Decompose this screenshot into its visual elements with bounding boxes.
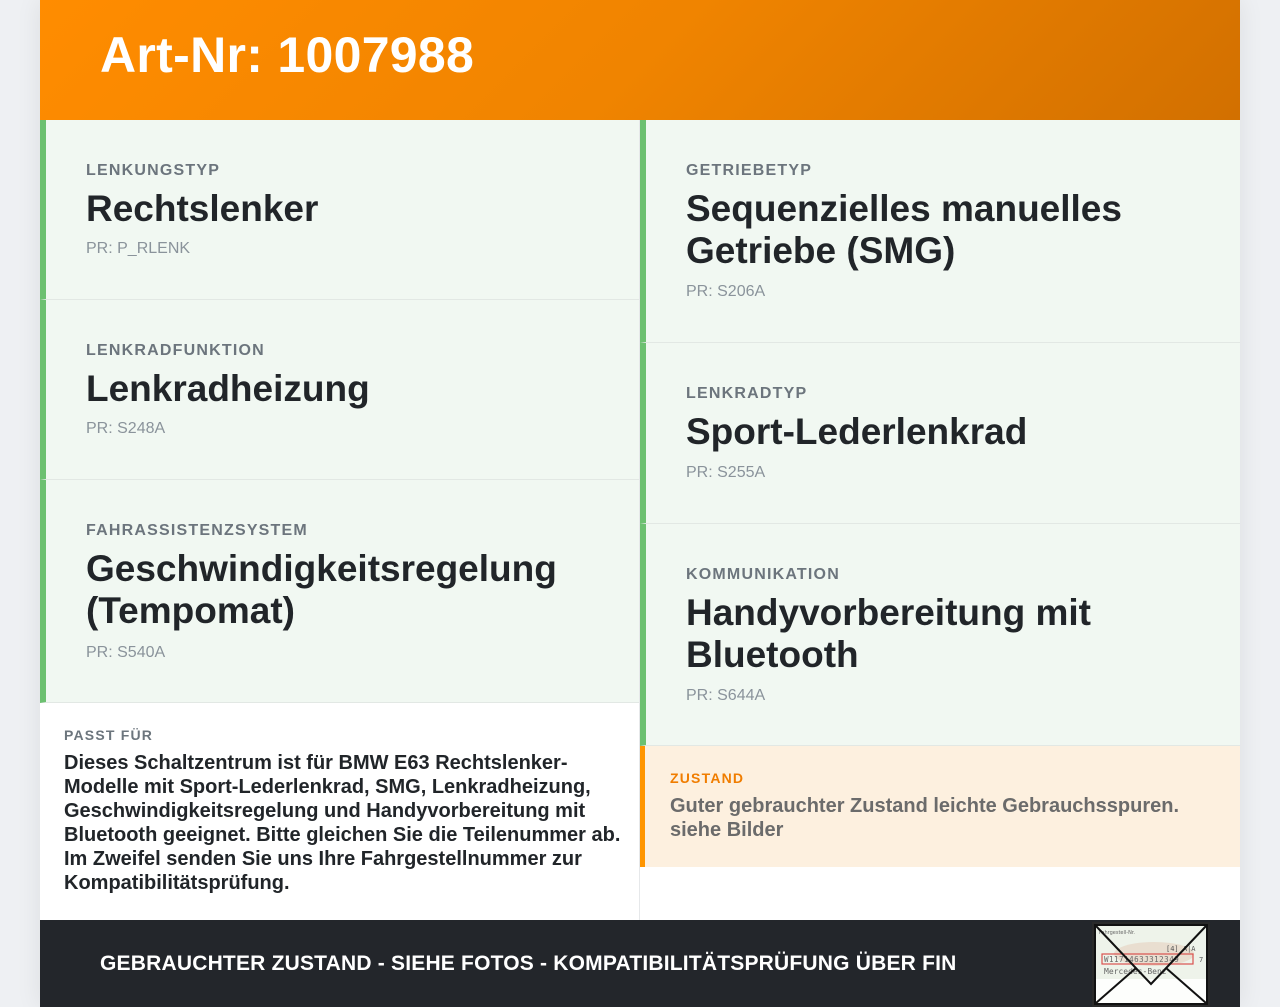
product-sheet [40,0,1240,1007]
spec-label: LENKUNGSTYP [86,162,221,179]
spec-label: GETRIEBETYP [686,162,813,179]
spec-value: Handyvorbereitung mit Bluetooth [686,592,1091,675]
svg-text:Fahrgestell-Nr.: Fahrgestell-Nr. [1099,930,1136,936]
spec-label: LENKRADFUNKTION [86,342,265,359]
spec-card-lenkungstyp [40,120,639,300]
spec-label: KOMMUNIKATION [686,566,840,583]
spec-label: LENKRADTYP [686,385,808,402]
spec-code: PR: S255A [686,464,766,481]
spec-card-fahrassistenzsystem [40,480,639,703]
envelope-icon [1094,924,1208,1005]
spec-grid [40,120,1240,920]
svg-text:Mercedes-Benz: Mercedes-Benz [1104,967,1167,976]
spec-value: Rechtslenker [86,188,319,229]
footer-text: GEBRAUCHTER ZUSTAND - SIEHE FOTOS - KOMPATIBILITÄTSPRÜFUNG ÜBER FIN [100,951,957,975]
svg-text:7: 7 [1199,956,1204,964]
svg-text:W1171463J312349: W1171463J312349 [1104,955,1180,964]
right-column [640,120,1240,920]
zustand-text: Guter gebrauchter Zustand leichte Gebrauchsspuren. siehe Bilder [670,795,1180,841]
left-column [40,120,640,920]
footer-banner [40,920,1240,1007]
spec-code: PR: P_RLENK [86,240,191,257]
spec-code: PR: S206A [686,283,766,300]
spec-value: Geschwindigkeitsregelung (Tempomat) [86,548,557,631]
spec-value: Sport-Lederlenkrad [686,411,1028,452]
vin-document-image [1092,922,1210,1007]
spec-label: FAHRASSISTENZSYSTEM [86,522,308,539]
passt-fuer-text: Dieses Schaltzentrum ist für BMW E63 Rechtslenker-Modelle mit Sport-Lederlenkrad, SMG, Lenkradheizung, Geschwindigkeitsregelung und Handyvorbereitung mit Bluetooth geeignet. Bitte gleichen Sie die Teilenummer ab. Im Zweifel senden Sie uns Ihre Fahrgestellnummer zur Kompatibilitätsprüfung. [64,752,621,894]
spec-code: PR: S540A [86,644,166,661]
zustand-label: ZUSTAND [670,770,745,786]
passt-fuer-label: PASST FÜR [64,727,154,743]
spec-value: Sequenzielles manuelles Getriebe (SMG) [686,188,1122,271]
spec-value: Lenkradheizung [86,368,370,409]
passt-fuer-section [40,703,639,920]
spec-card-kommunikation [640,524,1240,746]
header-banner [40,0,1240,120]
spec-card-lenkradtyp [640,343,1240,524]
spec-card-lenkradfunktion [40,300,639,480]
spec-card-getriebetyp [640,120,1240,343]
svg-text:[4] A|A: [4] A|A [1166,945,1196,953]
zustand-section [640,746,1240,867]
article-number-title: Art-Nr: 1007988 [100,27,475,83]
spec-code: PR: S248A [86,420,166,437]
spec-code: PR: S644A [686,687,766,704]
